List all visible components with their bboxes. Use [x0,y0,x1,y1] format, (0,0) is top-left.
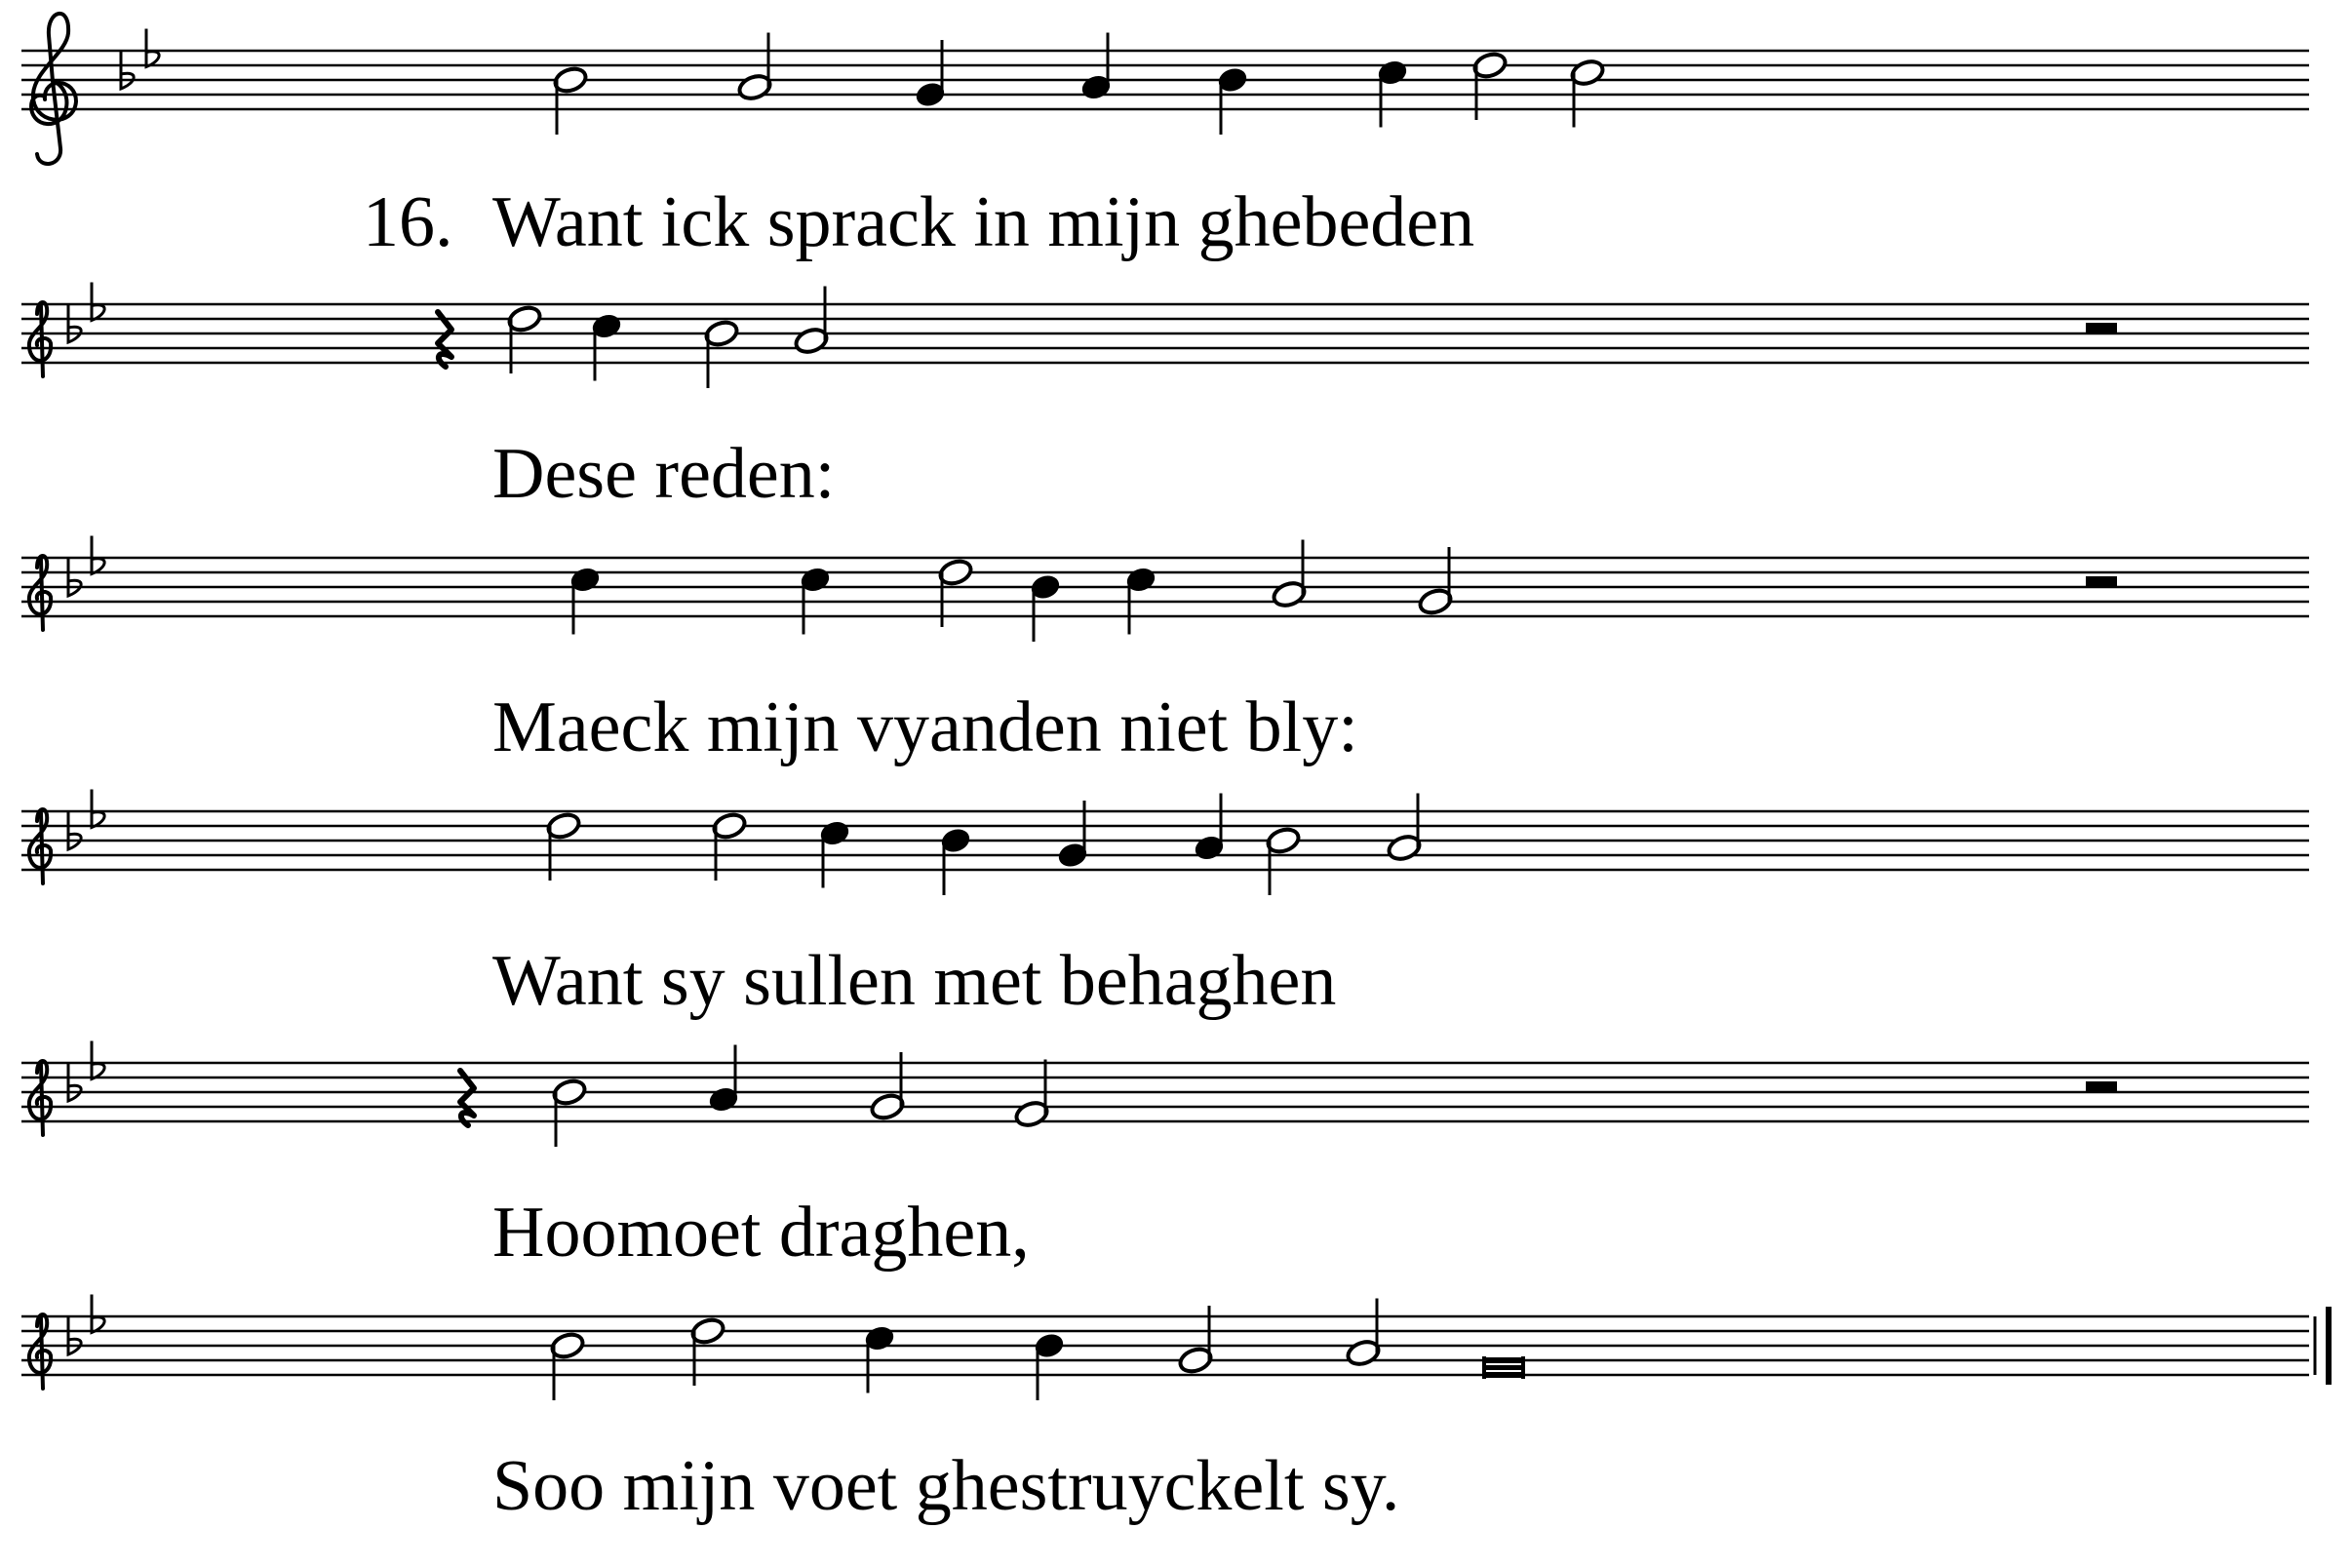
flat-sign [68,811,81,849]
flat-sign [92,790,104,828]
flat-sign [92,536,104,574]
flat-sign [92,1041,104,1079]
staff-system [21,536,2309,768]
flat-sign [68,304,81,342]
lyric-line: Hoomoet draghen, [492,1193,1030,1273]
staff-system [21,790,2309,1022]
lyric-line: Soo mijn voet ghestruyckelt sy. [492,1446,1400,1526]
half-rest [2086,576,2117,587]
staff-system [21,1041,2309,1274]
treble-clef-icon [31,14,76,164]
flat-sign [68,1316,81,1354]
lyric-line: Maeck mijn vyanden niet bly: [492,687,1358,767]
flat-sign [92,283,104,321]
clef-icon [29,809,51,883]
clef-icon [29,1061,51,1135]
flat-sign [68,1063,81,1101]
lyric-line: Dese reden: [492,434,836,514]
clef-icon [29,556,51,630]
staff-system [21,283,2309,515]
quarter-rest [460,1071,474,1125]
lyric-line: Want ick sprack in mijn ghebeden [492,182,1475,262]
flat-sign [68,558,81,596]
clef-icon [29,1314,51,1389]
staff-system [21,14,2309,262]
half-rest [2086,323,2117,333]
clef-icon [29,302,51,376]
staff-system [21,1295,2329,1527]
half-rest [2086,1081,2117,1092]
flat-sign [121,51,134,89]
lyric-line: Want sy sullen met behaghen [492,941,1337,1021]
flat-sign [146,29,159,67]
verse-number: 16. [363,182,453,262]
quarter-rest [438,312,451,367]
flat-sign [92,1295,104,1333]
